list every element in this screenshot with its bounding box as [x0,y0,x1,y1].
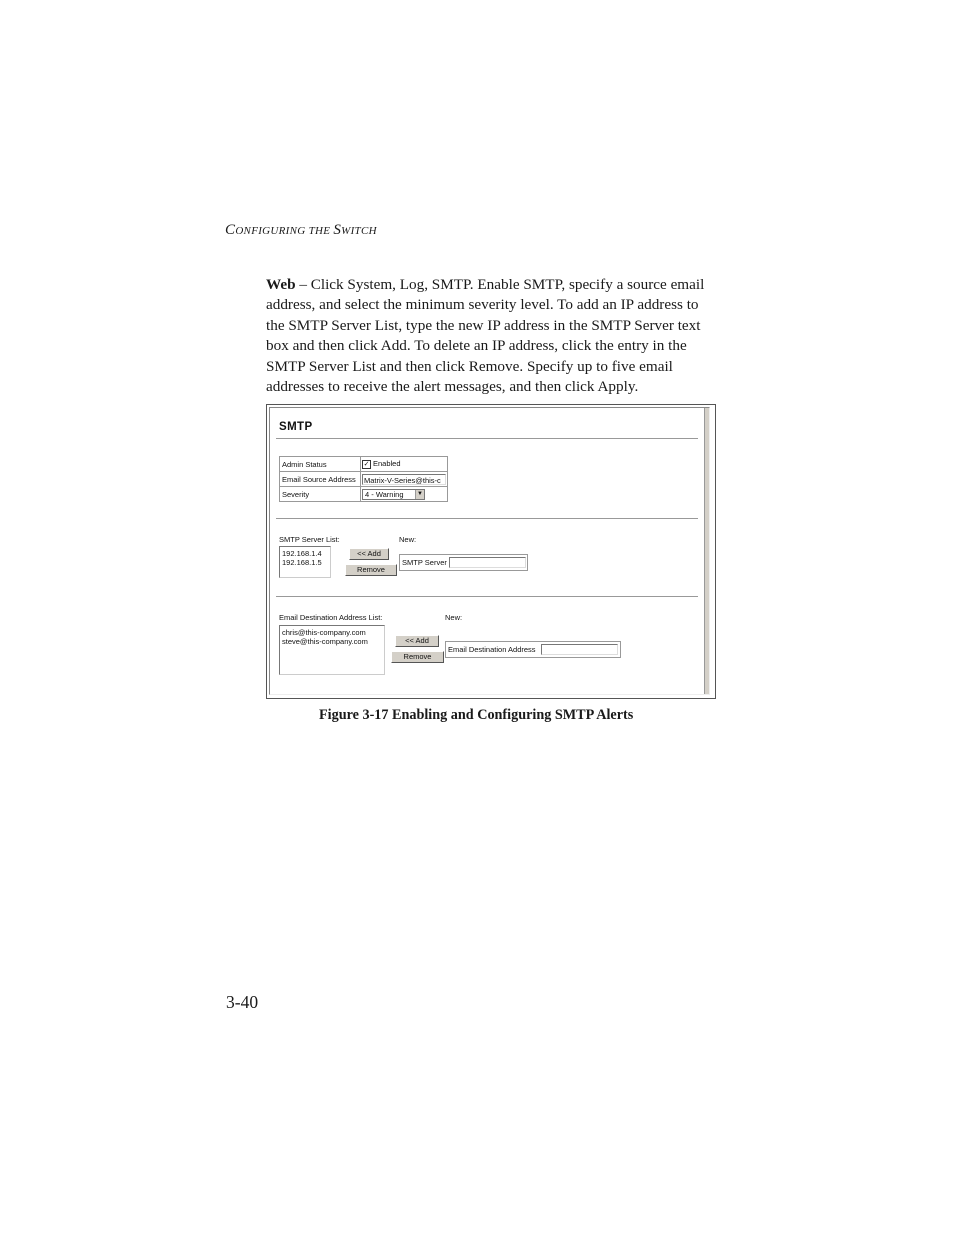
running-head-part-2: WITCH [341,225,377,237]
divider [276,518,698,520]
admin-status-cell [361,457,448,472]
settings-table [279,456,448,502]
running-head-initial-1: C [225,222,236,238]
email-dest-field-box [445,641,621,658]
smtp-server-add-button[interactable]: << Add [349,548,389,560]
email-dest-field-label: Email Destination Address [448,645,536,654]
list-item[interactable]: steve@this-company.com [282,637,368,646]
smtp-server-listbox[interactable] [279,546,331,578]
smtp-server-field-label: SMTP Server [402,558,447,567]
smtp-screenshot [266,404,716,699]
running-head-part-1: ONFIGURING THE [235,225,334,237]
severity-select[interactable] [362,489,425,500]
settings-row-email-source [280,472,448,487]
running-head [225,222,377,239]
body-text: – Click System, Log, SMTP. Enable SMTP, specify a source email address, and select the minimum severity level. To add an IP address to the SMTP Server List, type the new IP address in the SMTP Server text box and then click Add. To delete an IP address, click the entry in the SMTP Server List and then click Remove. Specify up to five email addresses to receive the alert messages, and then click Apply. [266,276,705,396]
email-dest-new-label: New: [445,613,463,622]
divider [276,438,698,440]
email-source-label: Email Source Address [280,472,361,487]
email-dest-input[interactable] [541,644,618,655]
email-source-input[interactable]: Matrix-V-Series@this-c [362,474,446,485]
smtp-server-field-box [399,554,528,571]
running-head-initial-2: S [333,222,342,238]
body-paragraph [266,275,718,397]
list-item[interactable]: chris@this-company.com [282,628,366,637]
smtp-server-list-label: SMTP Server List: [279,535,340,544]
page-number: 3-40 [226,992,259,1012]
smtp-server-new-label: New: [399,535,417,544]
settings-row-admin-status [280,457,448,472]
list-item[interactable]: 192.168.1.4 [282,549,322,558]
email-dest-remove-button[interactable]: Remove [391,651,444,663]
divider [276,596,698,598]
screenshot-frame [269,407,710,695]
severity-value: 4 - Warning [365,489,404,499]
email-source-cell [361,472,448,487]
email-dest-list-label: Email Destination Address List: [279,613,383,622]
smtp-server-input[interactable] [449,557,526,568]
smtp-server-remove-button[interactable]: Remove [345,564,397,576]
admin-status-label: Admin Status [280,457,361,472]
email-dest-add-button[interactable]: << Add [395,635,439,647]
severity-cell [361,487,448,502]
severity-label: Severity [280,487,361,502]
body-lead: Web [266,276,296,293]
chevron-down-icon[interactable]: ▼ [415,490,424,499]
settings-row-severity [280,487,448,502]
figure-caption: Figure 3-17 Enabling and Configuring SMTP Alerts [319,707,634,723]
email-dest-listbox[interactable] [279,625,385,675]
page-title: SMTP [279,421,313,433]
scrollbar[interactable] [704,408,709,694]
admin-status-value: Enabled [373,459,401,469]
admin-status-checkbox[interactable]: ✓ [363,460,370,468]
list-item[interactable]: 192.168.1.5 [282,558,322,567]
